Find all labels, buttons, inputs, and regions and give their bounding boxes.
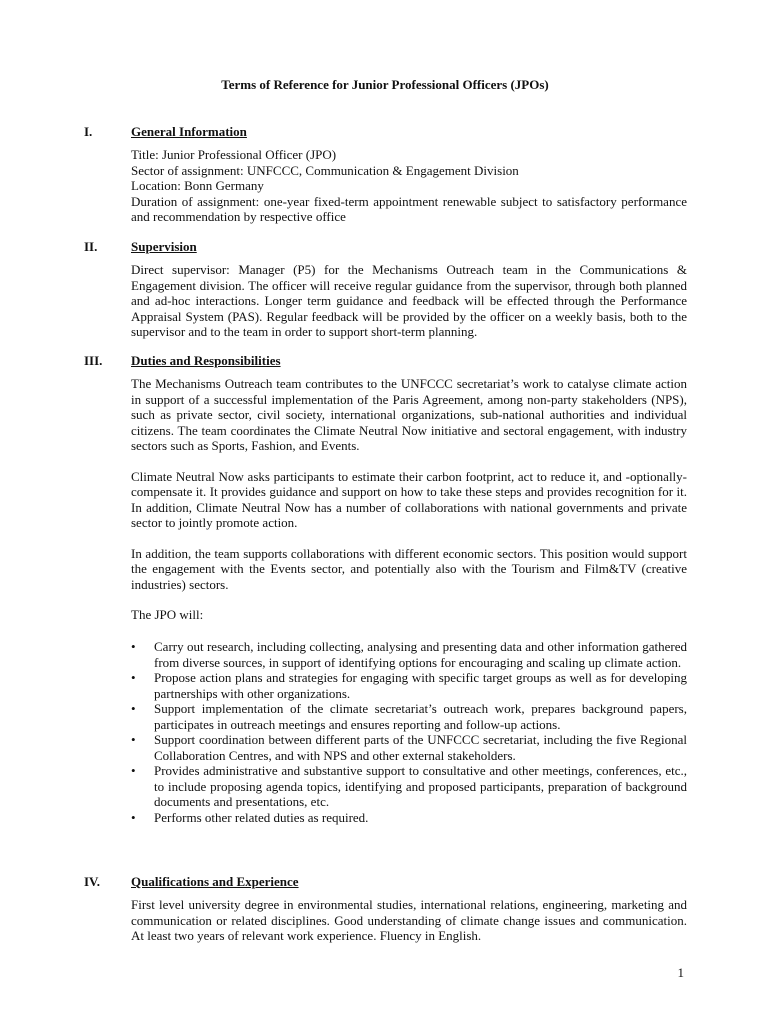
list-item: • Support implementation of the climate secretariat’s outreach work, prepares background papers, participates in outreach meetings and ensures reporting and follow-up actions. [131,701,687,732]
document-title: Terms of Reference for Junior Professional Officers (JPOs) [221,77,549,92]
section-number: II. [84,239,98,254]
section-heading: General Information [131,124,247,139]
list-item: • Provides administrative and substantive support to consultative and other meetings, conferences, etc., to include proposing agenda topics, identifying and proposed participants, preparation of background documents and presentations, etc. [131,763,687,810]
list-item: • Carry out research, including collecting, analysing and presenting data and other information gathered from diverse sources, in support of identifying options for encouraging and scaling up climate action. [131,639,687,670]
qualifications-text: First level university degree in environmental studies, international relations, engineering, marketing and communication or related disciplines. Good understanding of climate change issues and communication. At least two years of relevant work experience. Fluency in English. [131,897,687,943]
section-heading: Duties and Responsibilities [131,353,281,368]
list-item: • Support coordination between different parts of the UNFCCC secretariat, including the five Regional Collaboration Centres, and with NPS and other external stakeholders. [131,732,687,763]
info-line: Title: Junior Professional Officer (JPO) [131,147,337,162]
page-number: 1 [677,965,684,980]
duration-text: Duration of assignment: one-year fixed-term appointment renewable subject to satisfactory performance and recommendation by respective office [131,193,687,224]
duties-paragraph: In addition, the team supports collaborations with different economic sectors. This position would support the engagement with the Events sector, and potentially also with the Tourism and Film&TV (creative industries) sectors. [131,545,687,592]
section-body [131,147,687,225]
info-line: Location: Bonn Germany [131,178,264,193]
section-body [131,376,687,623]
list-item: • Performs other related duties as required. [131,810,687,826]
section-body [131,897,687,944]
section-number: I. [84,124,93,139]
duties-list [131,639,687,825]
section-number: III. [84,353,103,368]
section-number: IV. [84,874,101,889]
list-item: • Propose action plans and strategies for engaging with specific target groups as well as for developing partnerships with other organizations. [131,670,687,701]
duties-intro: The JPO will: [131,607,204,622]
section-heading: Supervision [131,239,197,254]
duties-paragraph: The Mechanisms Outreach team contributes to the UNFCCC secretariat’s work to catalyse climate action in support of a successful implementation of the Paris Agreement, among non-party stakeholders (NPS), such as private sector, civil society, international organizations, sub-national authorities and individual citizens. The team coordinates the Climate Neutral Now initiative and sectoral engagement, with industry sectors such as Sports, Fashion, and Events. [131,376,687,453]
supervision-text: Direct supervisor: Manager (P5) for the Mechanisms Outreach team in the Communications & Engagement division. The officer will receive regular guidance from the supervisor, through both planned and ad-hoc interactions. Longer term guidance and feedback will be effected through the Performance Appraisal System (PAS). Regular feedback will be provided by the officer on a weekly basis, both to the supervisor and to the team in order to support short-term planning. [131,262,687,339]
section-heading: Qualifications and Experience [131,874,299,889]
info-line: Sector of assignment: UNFCCC, Communication & Engagement Division [131,162,519,178]
duties-paragraph: Climate Neutral Now asks participants to estimate their carbon footprint, act to reduce it, and -optionally- compensate it. It provides guidance and support on how to take these steps and provides recognition for it. In addition, Climate Neutral Now has a number of collaborations with national governments and private sector to jointly promote action. [131,468,687,530]
section-body [131,262,687,340]
